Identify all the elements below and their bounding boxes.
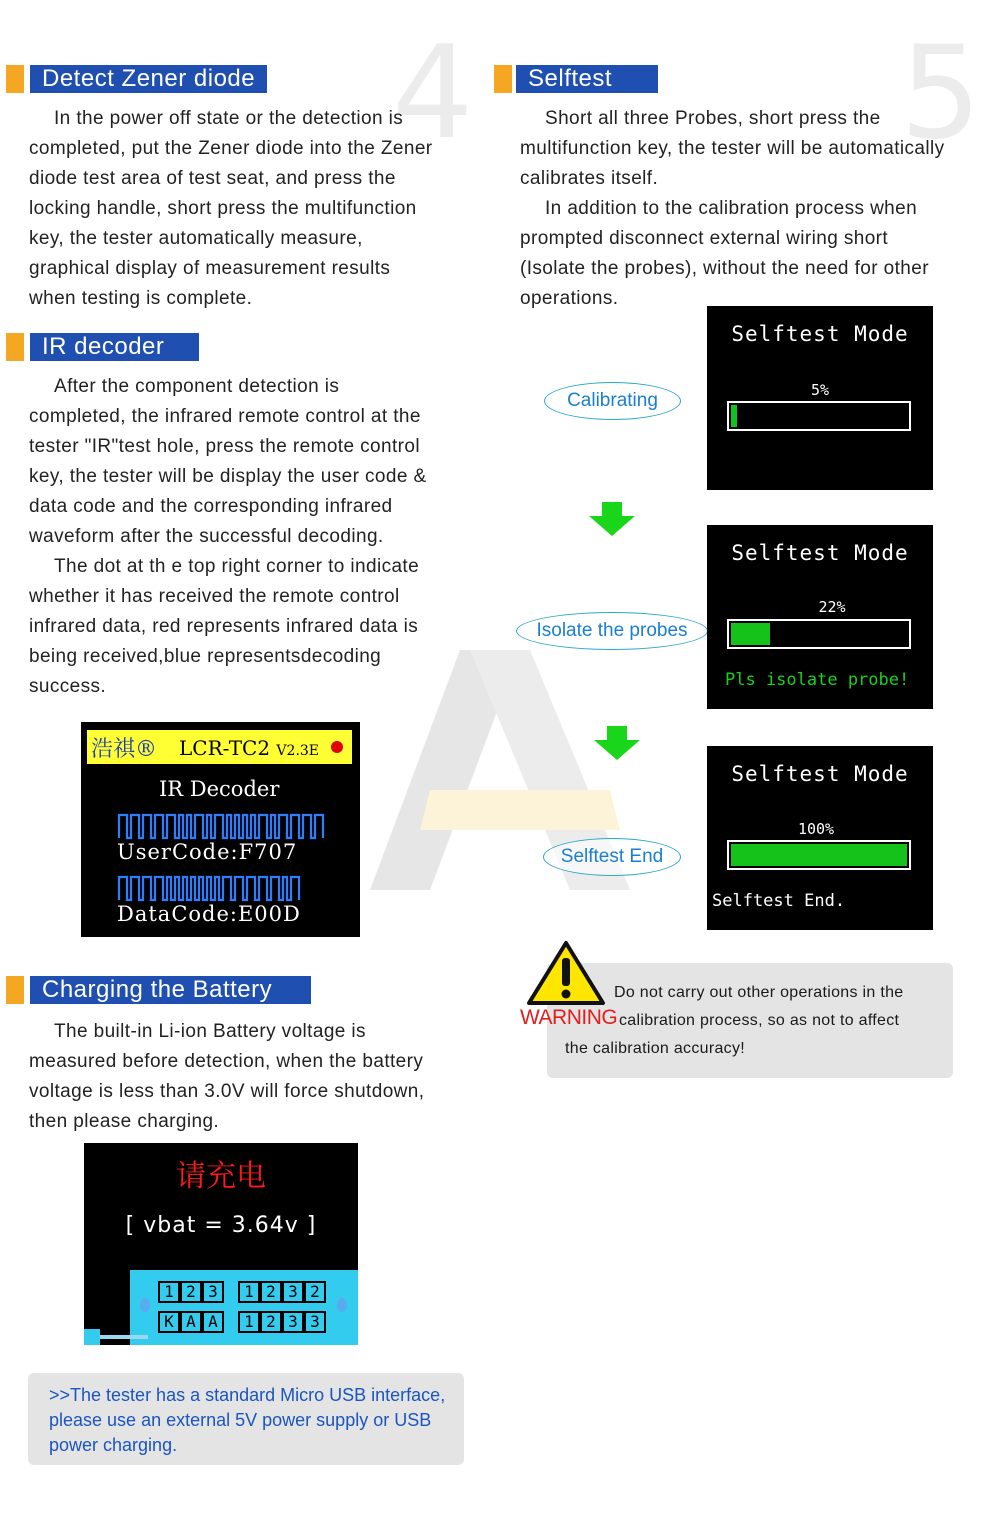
- text-line: In the power off state or the detection is: [54, 108, 404, 129]
- vbat-readout: [ vbat = 3.64v ]: [125, 1213, 317, 1238]
- usb-note-box: [28, 1373, 464, 1465]
- text-line: diode test area of test seat, and press the: [29, 168, 396, 189]
- section-marker: [6, 976, 24, 1004]
- text-line: when testing is complete.: [29, 288, 253, 309]
- usb-note: >>The tester has a standard Micro USB interface, please use an external 5V power supply or USB power charging.: [49, 1385, 446, 1455]
- key-cell: 3: [282, 1311, 304, 1333]
- progress-bar: [727, 401, 911, 431]
- brand-label: 浩祺®: [91, 737, 158, 762]
- ir-heading: IR Decoder: [159, 777, 280, 801]
- text-line: key, the tester automatically measure,: [29, 228, 363, 249]
- key-cell: 2: [304, 1281, 326, 1303]
- stage-label-calibrating: Calibrating: [544, 382, 681, 420]
- progress-bar: [727, 619, 911, 649]
- led-dot-icon: [140, 1298, 150, 1312]
- key-cell: 3: [304, 1311, 326, 1333]
- text-line: calibrates itself.: [520, 168, 659, 189]
- ir-decoder-screen: [81, 722, 360, 937]
- stage-label-isolate: Isolate the probes: [516, 612, 708, 650]
- text-line: infrared data, red represents infrared data is: [29, 616, 419, 637]
- text-line: prompted disconnect external wiring short: [520, 228, 889, 249]
- key-cell: 1: [238, 1281, 260, 1303]
- charging-screen: [84, 1143, 358, 1345]
- progress-percent: 22%: [818, 598, 846, 616]
- key-cell: 2: [260, 1281, 282, 1303]
- warning-line: calibration process, so as not to affect: [619, 1012, 900, 1029]
- arrow-down-icon: [587, 502, 637, 536]
- text-line: graphical display of measurement results: [29, 258, 391, 279]
- key-cell: A: [202, 1311, 224, 1333]
- text-line: whether it has received the remote control: [29, 586, 400, 607]
- section-marker: [6, 333, 24, 361]
- text-line: completed, put the Zener diode into the Zener: [29, 138, 433, 159]
- progress-fill: [731, 405, 737, 427]
- key-cell: 3: [202, 1281, 224, 1303]
- selftest-screen-1: [707, 306, 933, 490]
- charging-section-title: Charging the Battery: [30, 976, 311, 1004]
- zener-section-title: Detect Zener diode: [30, 65, 267, 93]
- status-dot-icon: [331, 741, 343, 753]
- text-line: operations.: [520, 288, 619, 309]
- text-line: completed, the infrared remote control at the: [29, 406, 421, 427]
- key-cell: 1: [158, 1281, 180, 1303]
- text-line: waveform after the successful decoding.: [29, 526, 384, 547]
- progress-bar: [727, 840, 911, 870]
- section-marker: [6, 65, 24, 93]
- text-line: Short all three Probes, short press the: [545, 108, 881, 129]
- selftest-section-title: Selftest: [516, 65, 658, 93]
- ir-waveform-user: [117, 812, 327, 840]
- screen-title: Selftest Mode: [731, 322, 909, 346]
- model-name: LCR-TC2: [179, 736, 271, 760]
- isolate-message: Pls isolate probe!: [725, 670, 910, 690]
- text-line: key, the tester will be display the user code &: [29, 466, 427, 487]
- user-code: UserCode:F707: [117, 840, 298, 864]
- keypad-panel: [130, 1270, 358, 1345]
- text-line: The dot at th e top right corner to indicate: [54, 556, 420, 577]
- selftest-screen-3: [707, 746, 933, 930]
- key-cell: 2: [180, 1281, 202, 1303]
- section-marker: [494, 65, 512, 93]
- screen-title: Selftest Mode: [731, 541, 909, 565]
- selftest-text: [520, 104, 990, 314]
- key-cell: 3: [282, 1281, 304, 1303]
- warning-triangle-icon: [526, 940, 606, 1006]
- stage-label-end: Selftest End: [543, 838, 681, 876]
- text-line: multifunction key, the tester will be automatically: [520, 138, 945, 159]
- text-line: The built-in Li-ion Battery voltage is: [54, 1021, 366, 1042]
- step-number-5: 5: [900, 19, 982, 168]
- corner-block: [84, 1329, 100, 1345]
- progress-fill: [731, 844, 907, 866]
- charging-text: [29, 1017, 479, 1137]
- text-line: being received,blue representsdecoding: [29, 646, 382, 667]
- text-line: voltage is less than 3.0V will force shutdown,: [29, 1081, 425, 1102]
- ir-waveform-data: [117, 874, 307, 902]
- text-line: (Isolate the probes), without the need for other: [520, 258, 929, 279]
- key-cell: A: [180, 1311, 202, 1333]
- warning-line: the calibration accuracy!: [565, 1040, 746, 1057]
- arrow-down-icon: [592, 726, 642, 760]
- zener-text: [29, 104, 479, 314]
- end-message: Selftest End.: [712, 891, 846, 911]
- text-line: then please charging.: [29, 1111, 220, 1132]
- led-dot-icon: [337, 1298, 347, 1312]
- progress-fill: [731, 623, 770, 645]
- model-label: [179, 736, 319, 760]
- key-cell: K: [158, 1311, 180, 1333]
- text-line: locking handle, short press the multifunction: [29, 198, 417, 219]
- key-cell: 1: [238, 1311, 260, 1333]
- ir-text: [29, 372, 479, 702]
- ir-section-title: IR decoder: [30, 333, 199, 361]
- text-line: data code and the corresponding infrared: [29, 496, 393, 517]
- progress-percent: 5%: [810, 381, 830, 399]
- text-line: After the component detection is: [54, 376, 340, 397]
- charge-prompt: 请充电: [176, 1159, 266, 1194]
- text-line: measured before detection, when the battery: [29, 1051, 424, 1072]
- warning-label: WARNING: [520, 1006, 618, 1029]
- corner-line: [100, 1335, 148, 1339]
- key-cell: 2: [260, 1311, 282, 1333]
- progress-percent: 100%: [797, 820, 835, 838]
- text-line: tester "IR"test hole, press the remote control: [29, 436, 420, 457]
- step-number-4: 4: [392, 19, 474, 168]
- warning-line: Do not carry out other operations in the: [614, 984, 904, 1001]
- version-label: V2.3E: [276, 743, 320, 759]
- data-code: DataCode:E00D: [117, 902, 301, 926]
- text-line: In addition to the calibration process when: [545, 198, 918, 219]
- screen-title: Selftest Mode: [731, 762, 909, 786]
- selftest-screen-2: [707, 525, 933, 709]
- screen-header-bar: [87, 730, 352, 764]
- text-line: success.: [29, 676, 107, 697]
